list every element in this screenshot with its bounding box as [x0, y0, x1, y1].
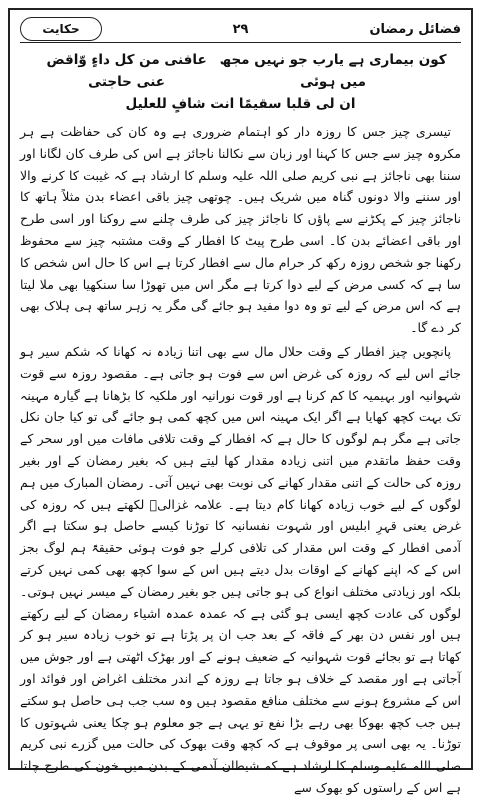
poem-block [20, 49, 461, 115]
poem-line-right: کون بیماری ہے یارب جو نہیں مجھ میں ہوئی [219, 52, 447, 90]
page-header [20, 16, 461, 43]
poem-line-left: عافنی من کل داءٍ وّاقض عنی حاجتی [46, 52, 207, 90]
poem-couplet [20, 49, 461, 93]
paragraph: تیسری چیز جس کا روزہ دار کو اہتمام ضروری ہے وہ کان کی حفاظت ہے ہر مکروہ چیز سے جس کا کہنا اور زبان سے نکالنا ناجائز ہے اس کی طرف کان لگانا اور سننا بھی ناجائز ہے نبی کریم صلی اللہ علیہ وسلم کا ارشاد ہے کہ غیبت کا کرنے والا اور سننے والا دونوں گناہ میں شریک ہیں۔ چوتھی چیز باقی اعضاء بدن مثلاً ہاتھ کا ناجائز چیز کے پکڑنے سے پاؤں کا ناجائز چیز کی طرف چلنے سے روکنا اور اسی طرح اور باقی اعضائے بدن کا۔ اسی طرح پیٹ کا افطار کے وقت مشتبہ چیز سے محفوظ رکھنا جو شخص روزہ رکھ کر حرام مال سے افطار کرتا ہے اس کا حال اس شخص کا سا ہے کہ کسی مرض کے لیے دوا کرتا ہے مگر اس میں تھوڑا سا سنکھیا بھی ملا لیتا ہے کہ اس مرض کے لیے تو وہ دوا مفید ہو جائے گی مگر یہ زہر ساتھ ہی ہلاک بھی کر دے گا۔ [20, 124, 461, 336]
poem-line-centered: ان لی قلبا سقیمًا انت شافٍ للعلیل [125, 96, 356, 112]
page-number: ۲۹ [232, 21, 249, 37]
paragraph: پانچویں چیز افطار کے وقت حلال مال سے بھی اتنا زیادہ نہ کھانا کہ شکم سیر ہو جائے اس لیے کہ روزہ کی غرض اس سے فوت ہو جاتی ہے۔ مقصود روزہ سے قوت شہوانیہ اور بہیمیہ کا کم کرنا ہے اور قوت نورانیہ اور ملکیہ کا بڑھانا ہے گیارہ مہینہ تک بہت کچھ کھایا ہے اگر ایک مہینہ اس میں کچھ کمی ہو جائے گی تو کیا جان نکل جاتی ہے مگر ہم لوگوں کا حال ہے کہ افطار کے وقت تلافی مافات میں اور سحر کے وقت حفظ ماتقدم میں اتنی زیادہ مقدار کھا لیتے ہیں کہ بغیر رمضان کے اور بغیر روزہ کی حالت کے اتنی مقدار کھانے کی نوبت بھی نہیں آتی۔ رمضان المبارک میں ہم لوگوں کے لیے خوب زیادہ کھانا کام دیتا ہے۔ علامہ غزالیؒ لکھتے ہیں کہ روزہ کی غرض یعنی قہرِ ابلیس اور شہوت نفسانیہ کا توڑنا کیسے حاصل ہو سکتا ہے اگر آدمی افطار کے وقت اس مقدار کی تلافی کرلے جو فوت ہوئی حقیقۃً ہم لوگ بجز اس کے کہ اپنے کھانے کے اوقات بدل دیتے ہیں اس کے سوا کچھ بھی کمی نہیں کرتے بلکہ اور زیادتی مختلف انواع کی ہو جاتی ہیں جو بغیر رمضان کے میسر نہیں ہوتی۔ لوگوں کی عادت کچھ ایسی ہو گئی ہے کہ عمدہ عمدہ اشیاء رمضان کے لیے رکھتے ہیں اور نفس دن بھر کے فاقہ کے بعد جب ان پر پڑتا ہے تو خوب زیادہ سیر ہو کر کھاتا ہے تو بجائے قوت شہوانیہ کے ضعیف ہونے کے اور بھڑک اٹھتی ہے اور جوش میں آجاتی ہے اور مقصد کے خلاف ہو جاتا ہے روزہ کے اندر مختلف اغراض اور فوائد اور اس کے مشروع ہونے سے مختلف منافع مقصود ہیں وہ سب جب ہی حاصل ہو سکتے ہیں جب کچھ بھوکا بھی رہے بڑا نفع تو یہی ہے جو معلوم ہو چکا یعنی شہوتوں کا توڑنا۔ یہ بھی اسی پر موقوف ہے کہ کچھ وقت بھوک کی حالت میں گزرے نبی کریم صلی اللہ علیہ وسلم کا ارشاد ہے کہ شیطان آدمی کے بدن میں خون کی طرح چلتا ہے اس کے راستوں کو بھوک سے [20, 343, 461, 795]
book-page [8, 8, 473, 795]
header-badge-text: حکایت [42, 22, 80, 36]
body-text [20, 121, 461, 799]
header-ornament-badge [20, 17, 102, 41]
book-title: فضائل رمضان [369, 21, 461, 37]
